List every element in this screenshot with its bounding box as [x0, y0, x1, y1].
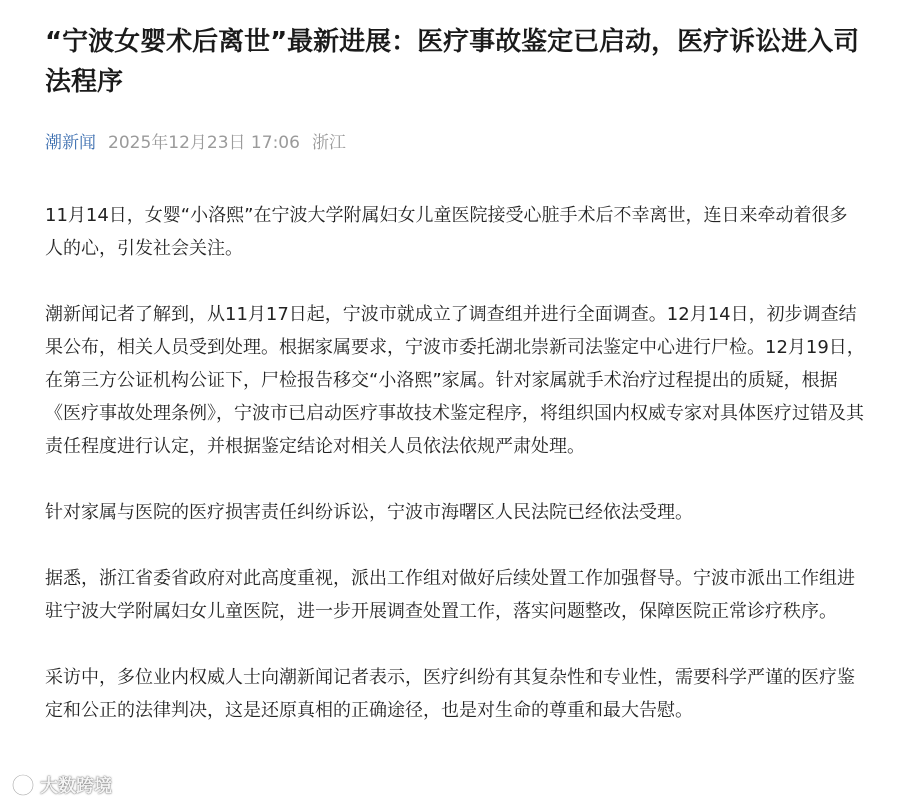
location-label: 浙江 [311, 133, 346, 153]
paragraph: 11月14日，女婴“小洛熙”在宁波大学附属妇女儿童医院接受心脏手术后不幸离世，连日来牵动着很多人的心，引发社会关注。 [45, 205, 848, 259]
watermark [10, 772, 112, 798]
watermark-text: 大数跨境 [40, 776, 112, 797]
paragraph: 采访中，多位业内权威人士向潮新闻记者表示，医疗纠纷有其复杂性和专业性，需要科学严谨的医疗鉴定和公正的法律判决，这是还原真相的正确途径，也是对生命的尊重和最大告慰。 [45, 667, 855, 721]
article [45, 22, 865, 760]
source-link[interactable]: 潮新闻 [45, 133, 96, 153]
paragraph: 据悉，浙江省委省政府对此高度重视，派出工作组对做好后续处置工作加强督导。宁波市派出工作组进驻宁波大学附属妇女儿童医院，进一步开展调查处置工作，落实问题整改，保障医院正常诊疗秩序。 [45, 568, 855, 622]
article-title: “宁波女婴术后离世”最新进展：医疗事故鉴定已启动，医疗诉讼进入司法程序 [45, 27, 860, 97]
article-meta [45, 132, 865, 154]
publish-time: 2025年12月23日 17:06 [108, 133, 300, 153]
paragraph: 潮新闻记者了解到，从11月17日起，宁波市就成立了调查组并进行全面调查。12月14日，初步调查结果公布，相关人员受到处理。根据家属要求，宁波市委托湖北崇新司法鉴定中心进行尸检。12月19日，在第三方公证机构公证下，尸检报告移交“小洛熙”家属。针对家属就手术治疗过程提出的质疑，根据《医疗事故处理条例》，宁波市已启动医疗事故技术鉴定程序，将组织国内权威专家对具体医疗过错及其责任程度进行认定，并根据鉴定结论对相关人员依法依规严肃处理。 [45, 304, 865, 457]
logo-icon [10, 772, 36, 798]
article-body [45, 199, 865, 727]
paragraph: 针对家属与医院的医疗损害责任纠纷诉讼，宁波市海曙区人民法院已经依法受理。 [45, 502, 693, 523]
